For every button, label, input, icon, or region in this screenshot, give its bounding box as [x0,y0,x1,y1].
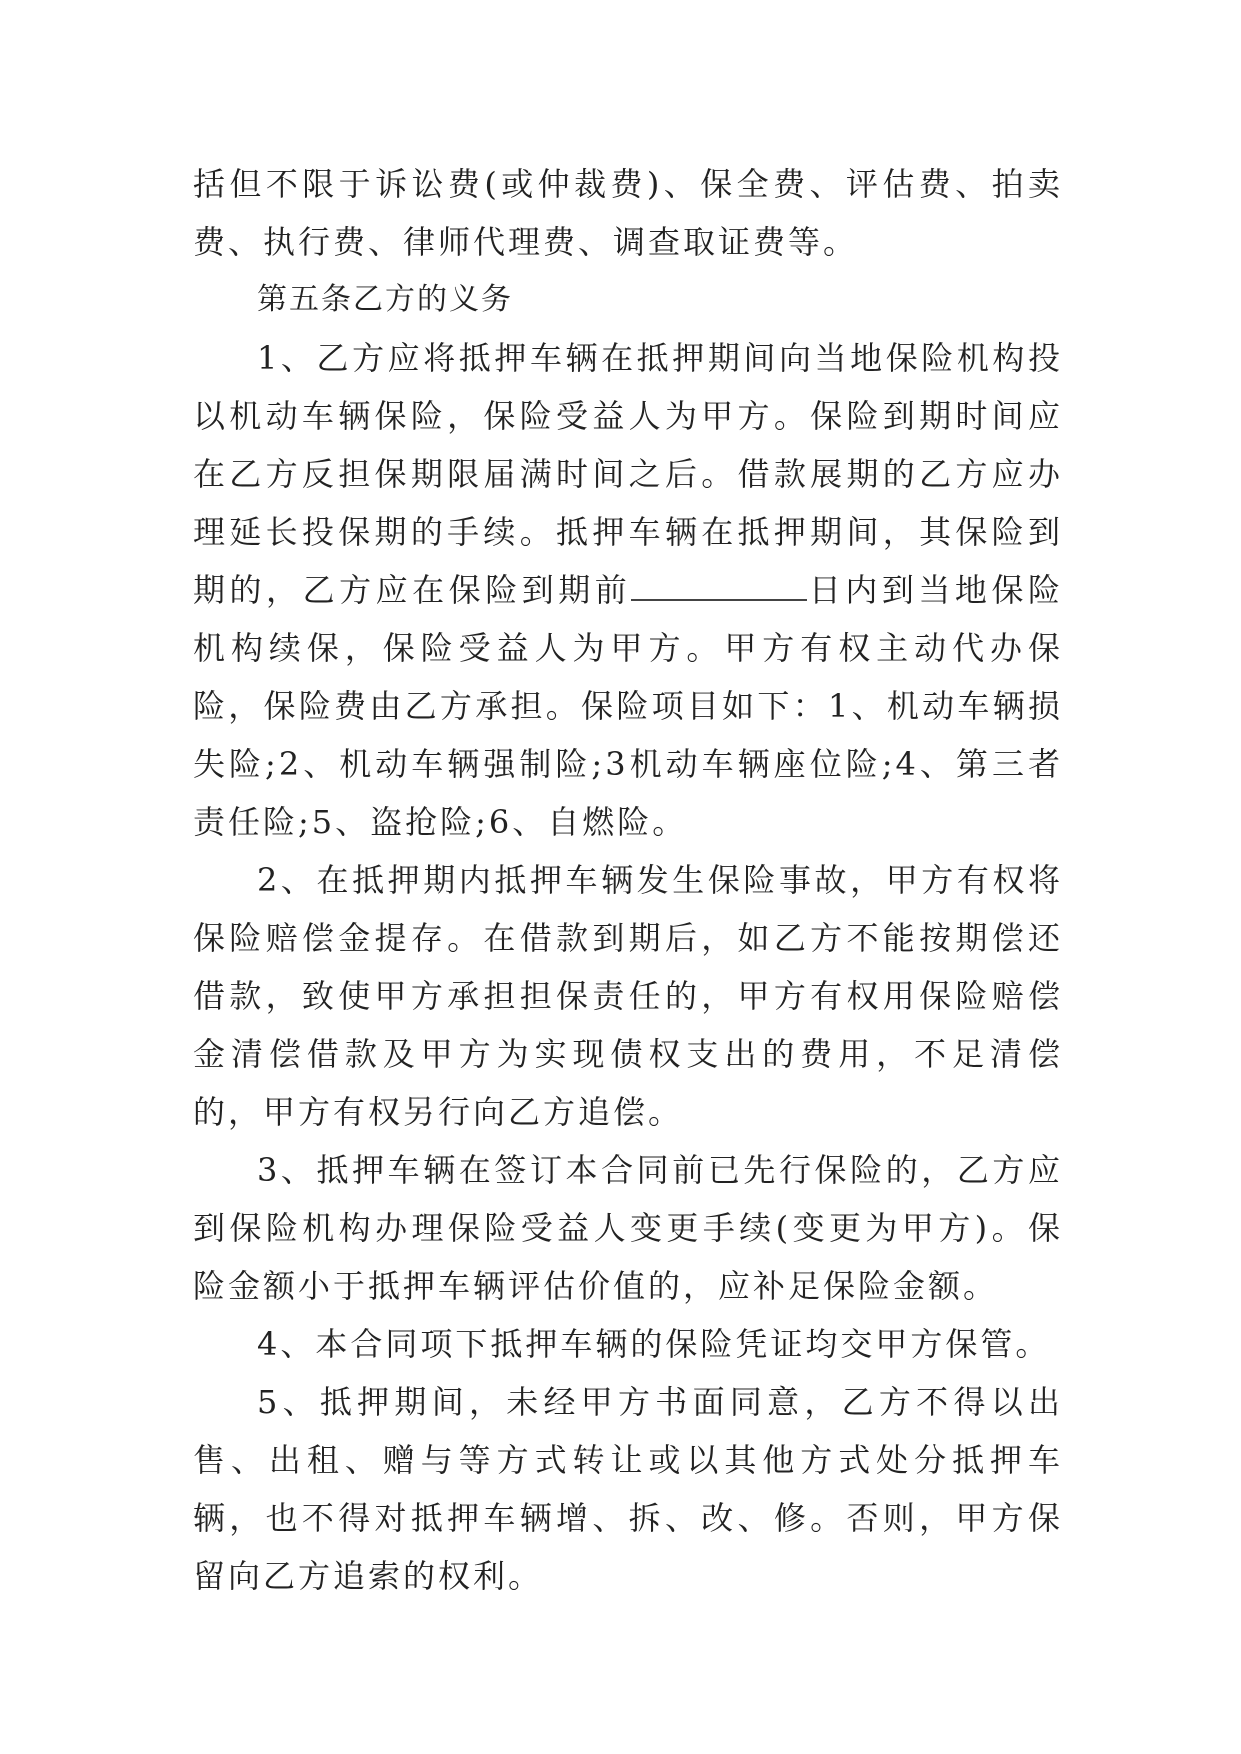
continuation-paragraph: 括但不限于诉讼费(或仲裁费)、保全费、评估费、拍卖费、执行费、律师代理费、调查取证费等。 [193,165,1063,261]
item-1-text-after-blank: 日内到当地保险机构续保，保险受益人为甲方。甲方有权主动代办保险，保险费由乙方承担。保险项目如下：1、机动车辆损失险;2、机动车辆强制险;3机动车辆座位险;4、第三者责任险;5、盗抢险;6、自燃险。 [193,571,1063,841]
obligation-item-1 [193,329,1063,851]
obligation-item-5: 5、抵押期间，未经甲方书面同意，乙方不得以出售、出租、赠与等方式转让或以其他方式处分抵押车辆，也不得对抵押车辆增、拆、改、修。否则，甲方保留向乙方追索的权利。 [193,1383,1063,1595]
obligation-item-4: 4、本合同项下抵押车辆的保险凭证均交甲方保管。 [257,1325,1051,1363]
document-body [193,155,1063,1605]
item-1-text-before-blank: 1、乙方应将抵押车辆在抵押期间向当地保险机构投以机动车辆保险，保险受益人为甲方。保险到期时间应在乙方反担保期限届满时间之后。借款展期的乙方应办理延长投保期的手续。抵押车辆在抵押期间，其保险到期的，乙方应在保险到期前 [193,339,1063,609]
obligation-item-2: 2、在抵押期内抵押车辆发生保险事故，甲方有权将保险赔偿金提存。在借款到期后，如乙方不能按期偿还借款，致使甲方承担担保责任的，甲方有权用保险赔偿金清偿借款及甲方为实现债权支出的费用，不足清偿的，甲方有权另行向乙方追偿。 [193,861,1063,1131]
days-fill-in-blank [631,573,807,601]
obligation-item-3: 3、抵押车辆在签订本合同前已先行保险的，乙方应到保险机构办理保险受益人变更手续(变更为甲方)。保险金额小于抵押车辆评估价值的，应补足保险金额。 [193,1151,1063,1305]
article-title: 第五条乙方的义务 [257,282,513,317]
